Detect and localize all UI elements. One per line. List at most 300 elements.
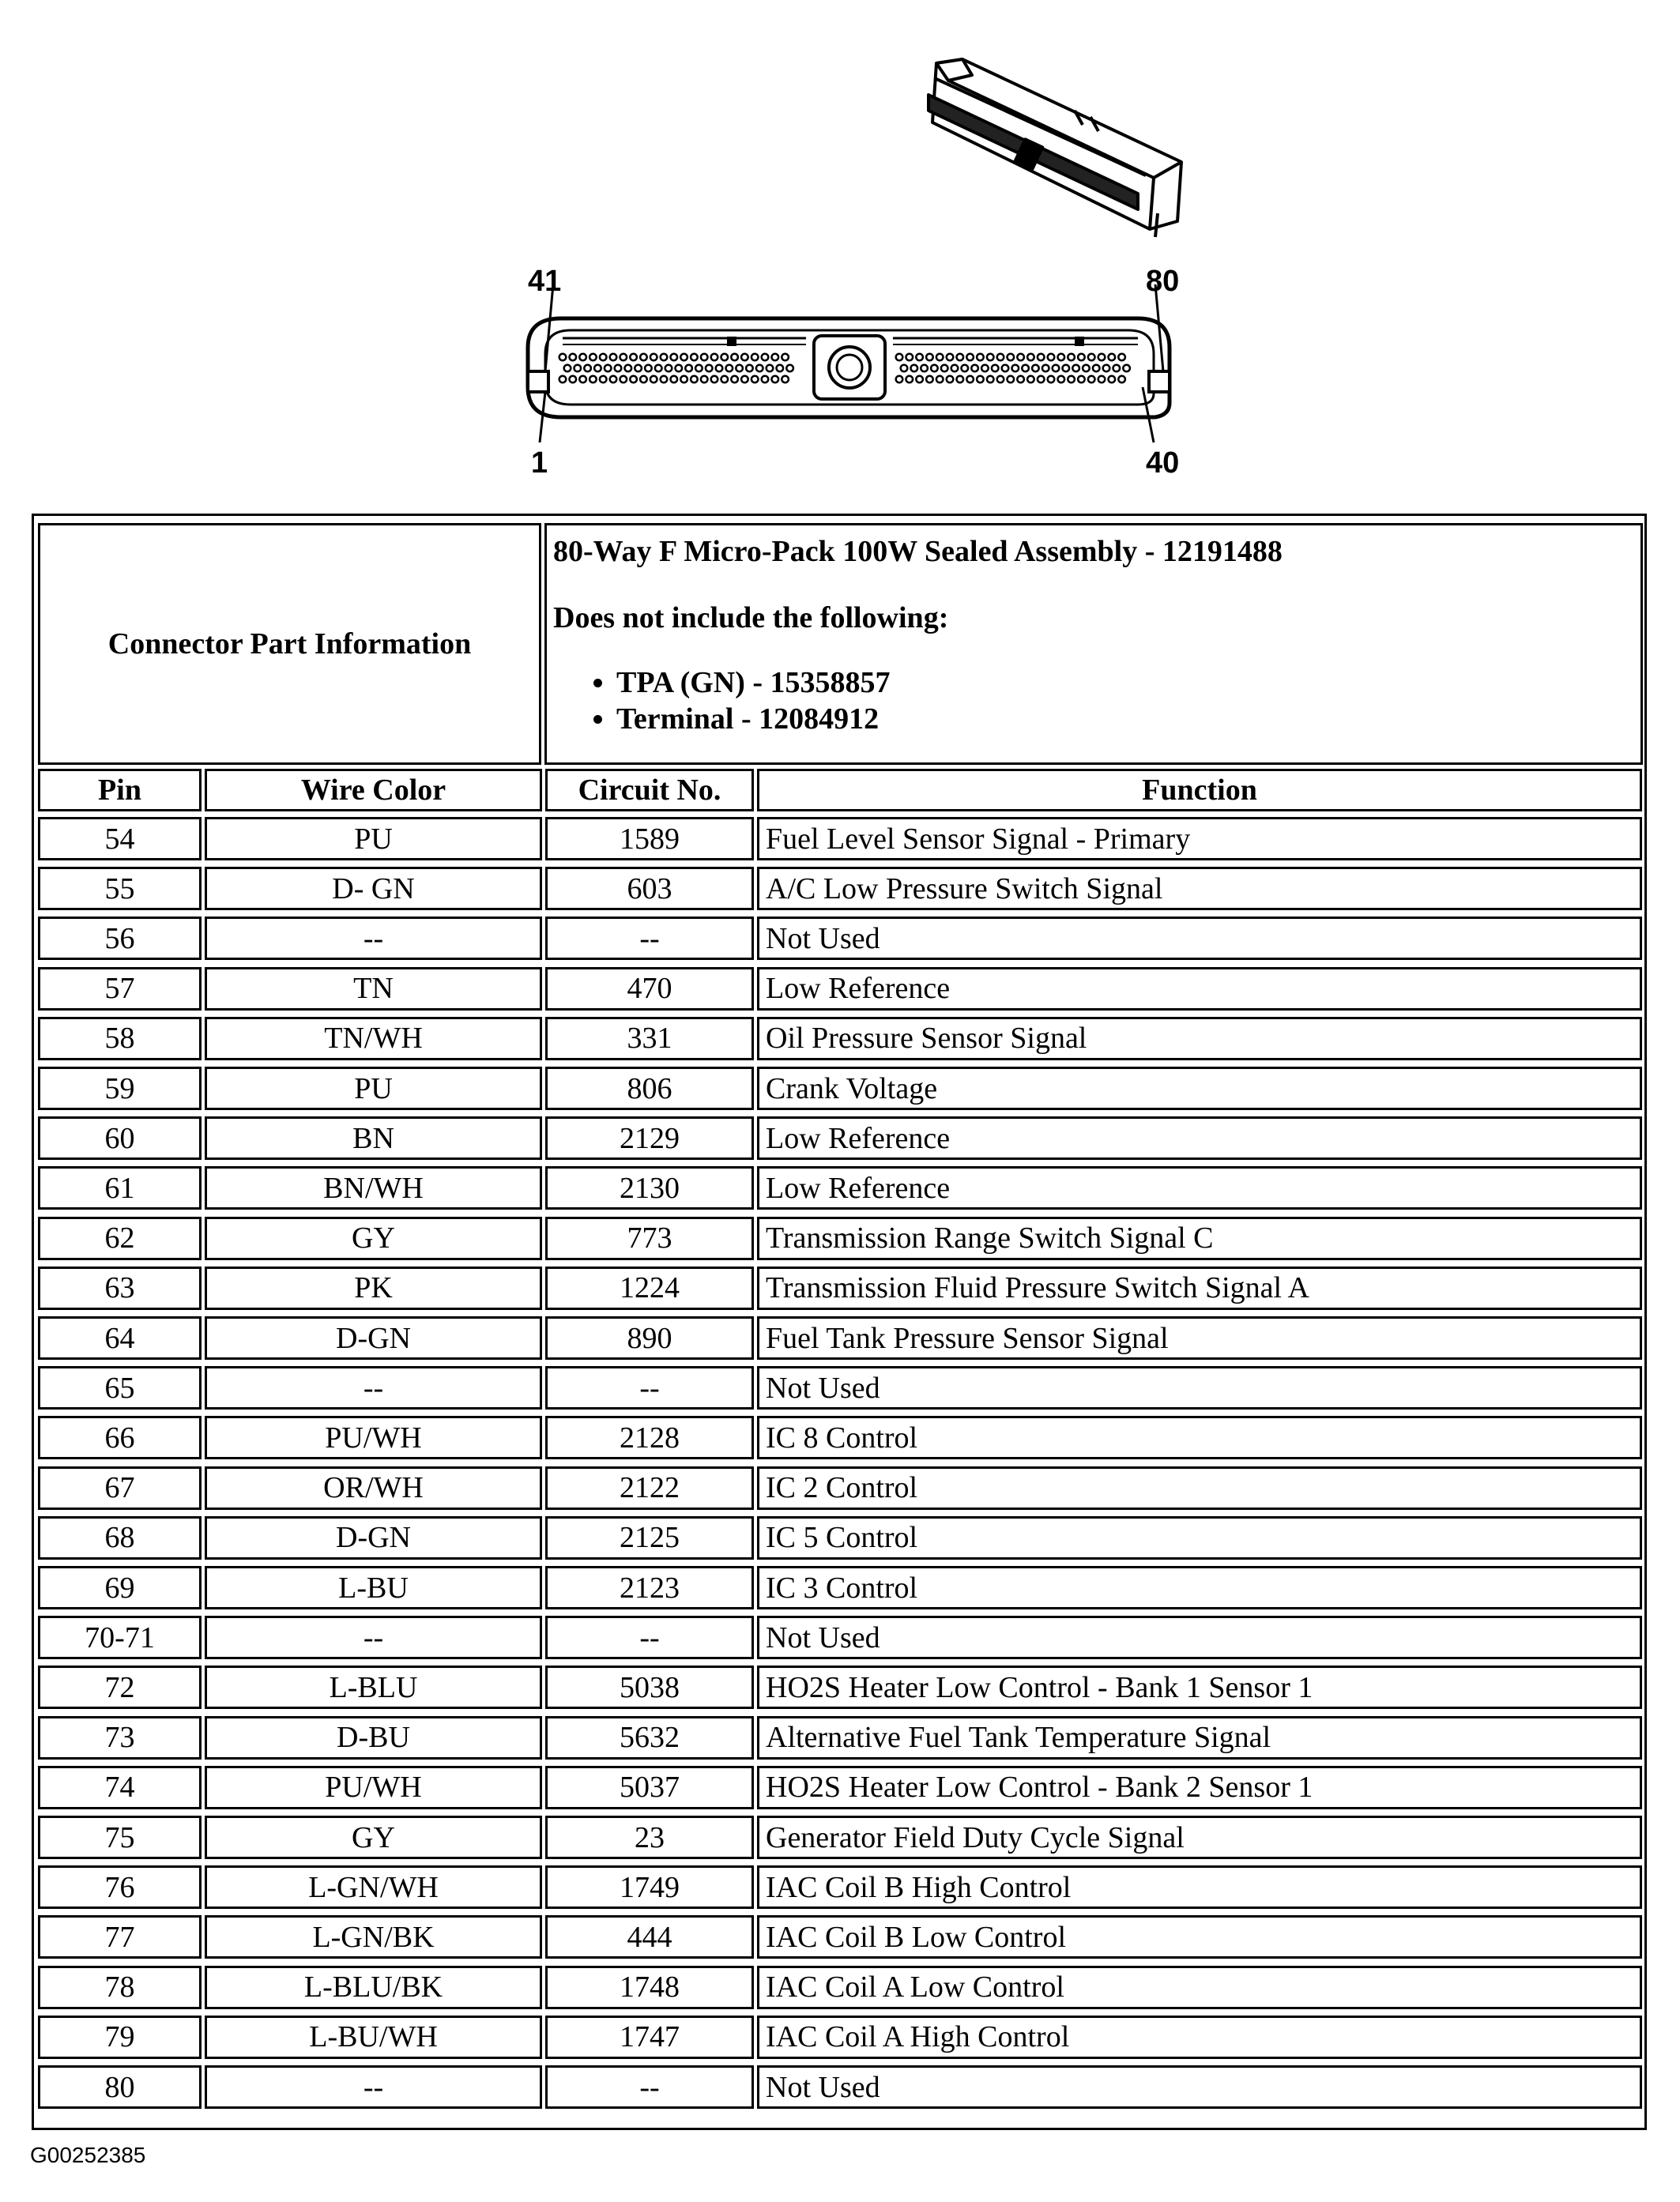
- pin-hole: [680, 354, 687, 361]
- pin-hole: [997, 354, 1004, 361]
- cell-function-text: HO2S Heater Low Control - Bank 1 Sensor 1: [766, 1670, 1313, 1704]
- cell-circuit-no-text: --: [639, 1371, 660, 1405]
- pin-hole: [701, 354, 708, 361]
- pin-hole: [584, 365, 591, 372]
- cell-wire-color: [205, 817, 542, 860]
- header-pin: [38, 769, 202, 811]
- assembly-title: 80-Way F Micro-Pack 100W Sealed Assembly - 12191488: [553, 535, 1283, 568]
- connector-illustration: [0, 0, 1680, 506]
- pin-hole: [1098, 376, 1106, 383]
- cell-wire-color: [205, 967, 542, 1011]
- cell-pin-text: 73: [104, 1721, 135, 1755]
- cell-function: [757, 1616, 1642, 1659]
- excluded-parts-list: [553, 664, 1634, 737]
- cell-circuit-no-text: 2130: [620, 1171, 680, 1205]
- pin-hole: [559, 354, 567, 361]
- pin-hole: [1088, 354, 1095, 361]
- pin-hole: [916, 354, 923, 361]
- cell-wire-color-text: L-BU: [338, 1571, 409, 1605]
- pin-hole: [992, 365, 999, 372]
- cell-circuit-no-text: 890: [627, 1321, 672, 1355]
- cell-wire-color: [205, 1466, 542, 1510]
- pin-hole: [559, 376, 567, 383]
- cell-pin-text: 58: [104, 1022, 135, 1056]
- pin-hole: [1008, 376, 1015, 383]
- pin-hole: [1027, 354, 1034, 361]
- pin-hole: [736, 365, 743, 372]
- cell-circuit-no: [545, 1166, 754, 1210]
- cell-wire-color: [205, 1566, 542, 1609]
- cell-pin-text: 70-71: [85, 1620, 155, 1654]
- cell-wire-color: [205, 1267, 542, 1310]
- cell-pin-text: 56: [104, 921, 135, 955]
- connector-3d-view: [929, 59, 1181, 237]
- cell-circuit-no-text: 5037: [620, 1771, 680, 1805]
- cell-function: [757, 1017, 1642, 1060]
- cell-function-text: Fuel Level Sensor Signal - Primary: [766, 822, 1191, 856]
- cell-function: [757, 2016, 1642, 2059]
- pin-hole: [746, 365, 753, 372]
- pin-hole: [966, 376, 974, 383]
- cell-function-text: IC 8 Control: [766, 1421, 918, 1455]
- pin-hole: [906, 354, 913, 361]
- cell-circuit-no: [545, 1267, 754, 1310]
- cell-pin-text: 63: [104, 1271, 135, 1305]
- cell-function-text: Not Used: [766, 1371, 880, 1405]
- pin-hole: [901, 365, 908, 372]
- cell-function-text: Transmission Fluid Pressure Switch Signal A: [766, 1271, 1309, 1305]
- cell-function: [757, 1316, 1642, 1360]
- cell-wire-color: [205, 917, 542, 960]
- cell-wire-color-text: TN: [353, 972, 394, 1006]
- pin-hole: [1123, 365, 1130, 372]
- pin-hole: [640, 354, 647, 361]
- cell-wire-color: [205, 1616, 542, 1659]
- cell-pin: [38, 1166, 202, 1210]
- cell-wire-color-text: L-GN/WH: [308, 1870, 439, 1904]
- pin-hole: [762, 354, 769, 361]
- pin-hole: [1113, 365, 1121, 372]
- pin-label-40: 40: [1146, 446, 1180, 480]
- connector-table: [32, 514, 1647, 2130]
- header-wire-color-label: Wire Color: [300, 774, 446, 807]
- cell-circuit-no: [545, 817, 754, 860]
- pin-hole: [680, 376, 687, 383]
- pin-hole: [926, 376, 933, 383]
- cell-function-text: Generator Field Duty Cycle Signal: [766, 1820, 1185, 1854]
- cell-circuit-no: [545, 1766, 754, 1809]
- cell-circuit-no-text: 1589: [620, 822, 680, 856]
- pin-hole: [772, 376, 779, 383]
- cell-circuit-no-text: 603: [627, 871, 672, 905]
- cell-circuit-no-text: --: [639, 921, 660, 955]
- pin-hole: [777, 365, 784, 372]
- cell-wire-color: [205, 1516, 542, 1560]
- pin-hole: [605, 365, 612, 372]
- cell-function: [757, 1466, 1642, 1510]
- cell-pin-text: 79: [104, 2020, 135, 2054]
- cell-wire-color-text: L-BLU: [329, 1670, 418, 1704]
- cell-function: [757, 1766, 1642, 1809]
- cell-function: [757, 1816, 1642, 1859]
- connector-part-info-label: [38, 523, 541, 765]
- pin-hole: [957, 376, 964, 383]
- pin-hole: [635, 365, 642, 372]
- cell-circuit-no-text: 2122: [620, 1471, 680, 1505]
- cell-wire-color-text: PK: [354, 1271, 393, 1305]
- pin-hole: [564, 365, 571, 372]
- cell-circuit-no: [545, 1116, 754, 1160]
- cell-wire-color: [205, 1217, 542, 1260]
- cell-circuit-no-text: --: [639, 2070, 660, 2104]
- pin-hole: [936, 376, 944, 383]
- pin-hole: [1058, 354, 1065, 361]
- pin-hole: [1032, 365, 1039, 372]
- pin-hole: [600, 376, 607, 383]
- cell-wire-color: [205, 1666, 542, 1709]
- cell-wire-color: [205, 1966, 542, 2009]
- pin-hole: [981, 365, 989, 372]
- pin-hole: [685, 365, 692, 372]
- cell-pin: [38, 1716, 202, 1760]
- pin-hole: [610, 354, 617, 361]
- cell-circuit-no-text: 5038: [620, 1670, 680, 1704]
- cell-pin-text: 57: [104, 972, 135, 1006]
- cell-pin-text: 65: [104, 1371, 135, 1405]
- cell-function: [757, 1116, 1642, 1160]
- pin-hole: [786, 365, 793, 372]
- cell-circuit-no-text: 1749: [620, 1870, 680, 1904]
- cell-wire-color: [205, 1865, 542, 1909]
- cell-function-text: IAC Coil B Low Control: [766, 1920, 1067, 1954]
- cell-circuit-no: [545, 1516, 754, 1560]
- cell-circuit-no: [545, 1067, 754, 1110]
- pin-hole: [1118, 376, 1125, 383]
- pin-hole: [1058, 376, 1065, 383]
- cell-pin: [38, 1366, 202, 1410]
- cell-function: [757, 1416, 1642, 1459]
- pin-hole: [650, 376, 657, 383]
- cell-circuit-no: [545, 867, 754, 910]
- cell-circuit-no-text: 470: [627, 972, 672, 1006]
- cell-circuit-no-text: 2123: [620, 1571, 680, 1605]
- pin-hole: [896, 354, 903, 361]
- cell-function: [757, 1217, 1642, 1260]
- cell-function-text: HO2S Heater Low Control - Bank 2 Sensor 1: [766, 1771, 1313, 1805]
- cell-function-text: IC 5 Control: [766, 1521, 918, 1555]
- cell-circuit-no: [545, 1566, 754, 1609]
- cell-pin: [38, 1316, 202, 1360]
- cell-circuit-no-text: 23: [635, 1820, 665, 1854]
- cell-function: [757, 1915, 1642, 1959]
- cell-function-text: A/C Low Pressure Switch Signal: [766, 871, 1163, 905]
- cell-pin: [38, 1466, 202, 1510]
- pin-hole: [701, 376, 708, 383]
- cell-function-text: Not Used: [766, 2070, 880, 2104]
- pin-hole: [731, 376, 738, 383]
- pin-hole: [1068, 376, 1075, 383]
- cell-pin-text: 75: [104, 1820, 135, 1854]
- cell-wire-color: [205, 1116, 542, 1160]
- pin-hole: [579, 354, 586, 361]
- pin-hole: [941, 365, 948, 372]
- cell-wire-color-text: D-GN: [336, 1321, 411, 1355]
- pin-hole: [751, 376, 759, 383]
- pin-hole: [655, 365, 662, 372]
- pin-hole: [921, 365, 928, 372]
- pin-hole: [590, 354, 597, 361]
- cell-circuit-no: [545, 1466, 754, 1510]
- cell-pin: [38, 1116, 202, 1160]
- cell-circuit-no-text: 1747: [620, 2020, 680, 2054]
- cell-pin: [38, 1865, 202, 1909]
- pin-hole: [741, 354, 748, 361]
- cell-circuit-no: [545, 1017, 754, 1060]
- cell-pin-text: 67: [104, 1471, 135, 1505]
- pin-hole: [962, 365, 969, 372]
- pin-hole: [1103, 365, 1110, 372]
- pin-hole: [947, 376, 954, 383]
- pin-hole: [906, 376, 913, 383]
- pin-hole: [782, 354, 789, 361]
- pin-hole: [645, 365, 652, 372]
- cell-pin-text: 69: [104, 1571, 135, 1605]
- pin-hole: [1078, 354, 1085, 361]
- cell-function-text: Oil Pressure Sensor Signal: [766, 1022, 1087, 1056]
- pin-hole: [600, 354, 607, 361]
- cell-circuit-no: [545, 1966, 754, 2009]
- pin-hole: [711, 354, 718, 361]
- pin-hole: [650, 354, 657, 361]
- cell-circuit-no-text: 773: [627, 1221, 672, 1255]
- header-pin-label: Pin: [98, 774, 141, 807]
- cell-pin: [38, 1067, 202, 1110]
- cell-function: [757, 817, 1642, 860]
- excluded-parts-note: Does not include the following:: [553, 601, 949, 634]
- pin-label-80: 80: [1146, 265, 1180, 298]
- cell-wire-color-text: --: [363, 921, 384, 955]
- cell-wire-color-text: L-BU/WH: [309, 2020, 438, 2054]
- cell-circuit-no-text: 1748: [620, 1971, 680, 2004]
- pin-hole: [966, 354, 974, 361]
- pin-hole: [977, 354, 984, 361]
- pin-hole: [711, 376, 718, 383]
- cell-pin: [38, 867, 202, 910]
- cell-function: [757, 1666, 1642, 1709]
- cell-pin-text: 55: [104, 871, 135, 905]
- cell-pin-text: 66: [104, 1421, 135, 1455]
- cell-circuit-no-text: 5632: [620, 1721, 680, 1755]
- cell-pin-text: 78: [104, 1971, 135, 2004]
- cell-pin-text: 74: [104, 1771, 135, 1805]
- cell-circuit-no: [545, 967, 754, 1011]
- cell-function-text: Low Reference: [766, 1171, 951, 1205]
- cell-circuit-no: [545, 1915, 754, 1959]
- header-circuit-no-label: Circuit No.: [578, 774, 721, 807]
- cell-function-text: IC 3 Control: [766, 1571, 918, 1605]
- pin-hole: [957, 354, 964, 361]
- pin-hole: [1088, 376, 1095, 383]
- cell-circuit-no: [545, 1316, 754, 1360]
- info-label-text: Connector Part Information: [107, 627, 472, 661]
- cell-function-text: IAC Coil B High Control: [766, 1870, 1072, 1904]
- pin-hole: [1072, 365, 1079, 372]
- pin-hole: [1063, 365, 1070, 372]
- pin-hole: [1118, 354, 1125, 361]
- pin-hole: [1027, 376, 1034, 383]
- cell-circuit-no-text: 806: [627, 1071, 672, 1105]
- pin-hole: [706, 365, 713, 372]
- pin-hole: [997, 376, 1004, 383]
- pin-hole: [620, 354, 627, 361]
- pin-hole: [610, 376, 617, 383]
- cell-pin-text: 80: [104, 2070, 135, 2104]
- pin-hole: [676, 365, 683, 372]
- pin-hole: [721, 376, 729, 383]
- cell-wire-color-text: L-GN/BK: [312, 1920, 435, 1954]
- cell-wire-color: [205, 1067, 542, 1110]
- cell-circuit-no: [545, 1366, 754, 1410]
- header-wire-color: [205, 769, 542, 811]
- header-function-label: Function: [1142, 774, 1257, 807]
- cell-function: [757, 1865, 1642, 1909]
- cell-pin: [38, 1616, 202, 1659]
- pin-hole: [987, 354, 994, 361]
- pin-hole: [721, 354, 729, 361]
- cell-pin-text: 54: [104, 822, 135, 856]
- pin-hole: [630, 376, 637, 383]
- cell-wire-color: [205, 867, 542, 910]
- pin-hole: [926, 354, 933, 361]
- cell-wire-color: [205, 1816, 542, 1859]
- cell-circuit-no-text: 331: [627, 1022, 672, 1056]
- pin-hole: [691, 376, 698, 383]
- cell-function-text: Alternative Fuel Tank Temperature Signal: [766, 1721, 1271, 1755]
- pin-hole: [570, 354, 577, 361]
- pin-hole: [1017, 376, 1024, 383]
- pin-hole: [594, 365, 601, 372]
- cell-function-text: Crank Voltage: [766, 1071, 938, 1105]
- pin-hole: [782, 376, 789, 383]
- cell-wire-color: [205, 1416, 542, 1459]
- cell-pin: [38, 1017, 202, 1060]
- cell-function: [757, 1716, 1642, 1760]
- pin-hole: [751, 354, 759, 361]
- cell-wire-color: [205, 1366, 542, 1410]
- cell-pin-text: 59: [104, 1071, 135, 1105]
- pin-hole: [661, 376, 668, 383]
- pin-hole: [977, 376, 984, 383]
- cell-pin-text: 61: [104, 1171, 135, 1205]
- header-function: [757, 769, 1642, 811]
- pin-hole: [936, 354, 944, 361]
- pin-hole: [716, 365, 723, 372]
- cell-wire-color-text: D-BU: [337, 1721, 410, 1755]
- cell-wire-color-text: GY: [352, 1221, 395, 1255]
- cell-pin: [38, 1966, 202, 2009]
- pin-hole: [731, 354, 738, 361]
- pin-hole: [1002, 365, 1009, 372]
- cell-wire-color: [205, 1316, 542, 1360]
- pin-hole: [1042, 365, 1049, 372]
- cell-circuit-no: [545, 1616, 754, 1659]
- cell-wire-color-text: D- GN: [332, 871, 415, 905]
- cell-wire-color-text: OR/WH: [323, 1471, 424, 1505]
- connector-face-view: [528, 284, 1170, 442]
- cell-circuit-no-text: 2125: [620, 1521, 680, 1555]
- cell-function: [757, 1366, 1642, 1410]
- cell-pin: [38, 917, 202, 960]
- cell-pin: [38, 2065, 202, 2109]
- cell-circuit-no: [545, 1666, 754, 1709]
- cell-circuit-no: [545, 1716, 754, 1760]
- pin-hole: [911, 365, 918, 372]
- cell-pin-text: 62: [104, 1221, 135, 1255]
- cell-circuit-no: [545, 1217, 754, 1260]
- pin-hole: [671, 354, 678, 361]
- cell-pin: [38, 1816, 202, 1859]
- cell-circuit-no-text: 444: [627, 1920, 672, 1954]
- cell-pin: [38, 1566, 202, 1609]
- pin-hole: [971, 365, 978, 372]
- cell-function: [757, 2065, 1642, 2109]
- cell-wire-color-text: --: [363, 1620, 384, 1654]
- cell-function: [757, 1516, 1642, 1560]
- cell-pin: [38, 1217, 202, 1260]
- cell-circuit-no: [545, 1865, 754, 1909]
- cell-function: [757, 1166, 1642, 1210]
- cell-function: [757, 967, 1642, 1011]
- cell-circuit-no: [545, 917, 754, 960]
- cell-function-text: Fuel Tank Pressure Sensor Signal: [766, 1321, 1169, 1355]
- pin-hole: [1022, 365, 1029, 372]
- cell-pin: [38, 967, 202, 1011]
- pin-hole: [1008, 354, 1015, 361]
- cell-circuit-no: [545, 2016, 754, 2059]
- pin-hole: [579, 376, 586, 383]
- cell-pin-text: 77: [104, 1920, 135, 1954]
- cell-pin: [38, 1915, 202, 1959]
- cell-pin-text: 68: [104, 1521, 135, 1555]
- pin-hole: [640, 376, 647, 383]
- cell-function-text: Not Used: [766, 1620, 880, 1654]
- cell-function-text: Transmission Range Switch Signal C: [766, 1221, 1214, 1255]
- cell-pin: [38, 817, 202, 860]
- cell-function-text: IAC Coil A High Control: [766, 2020, 1070, 2054]
- cell-pin: [38, 1516, 202, 1560]
- cell-wire-color: [205, 1017, 542, 1060]
- pin-hole: [896, 376, 903, 383]
- header-circuit-no: [545, 769, 754, 811]
- cell-circuit-no: [545, 2065, 754, 2109]
- pin-hole: [1093, 365, 1100, 372]
- pin-hole: [661, 354, 668, 361]
- cell-wire-color: [205, 2016, 542, 2059]
- cell-circuit-no: [545, 1816, 754, 1859]
- cell-wire-color: [205, 1166, 542, 1210]
- pin-hole: [590, 376, 597, 383]
- pin-hole: [620, 376, 627, 383]
- pin-hole: [772, 354, 779, 361]
- pin-hole: [987, 376, 994, 383]
- cell-wire-color-text: BN: [352, 1121, 394, 1155]
- pin-hole: [1017, 354, 1024, 361]
- cell-function-text: Not Used: [766, 921, 880, 955]
- cell-wire-color: [205, 1766, 542, 1809]
- pin-hole: [916, 376, 923, 383]
- cell-function: [757, 917, 1642, 960]
- cell-wire-color-text: TN/WH: [324, 1022, 423, 1056]
